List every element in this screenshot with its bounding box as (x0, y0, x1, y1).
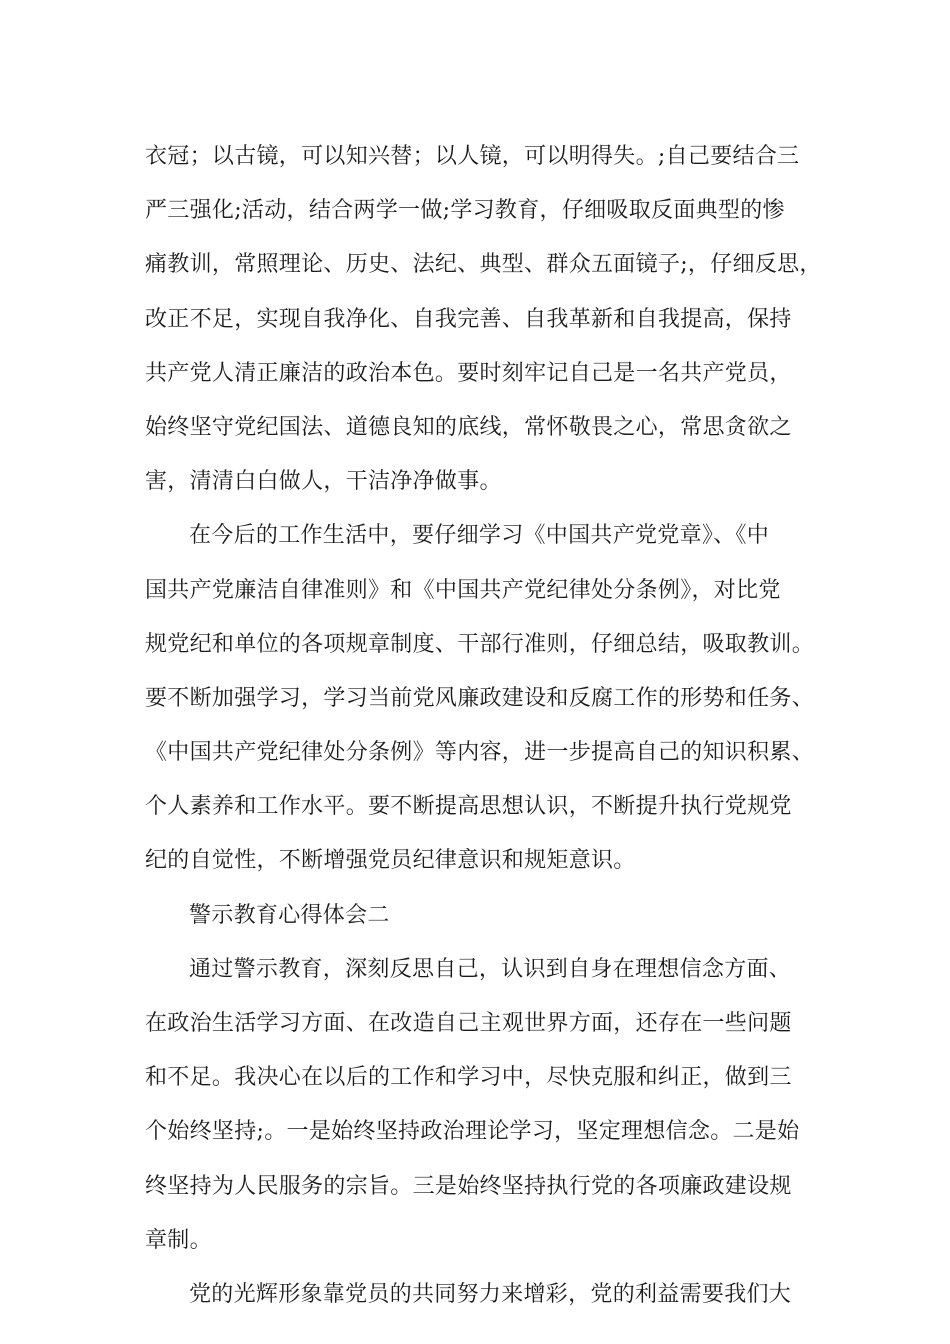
paragraph-start-line: 通过警示教育，深刻反思自己，认识到自身在理想信念方面、 (189, 956, 792, 982)
text-line: 改正不足，实现自我净化、自我完善、自我革新和自我提高，保持 (145, 306, 792, 332)
paragraph-start-line: 在今后的工作生活中，要仔细学习《中国共产党党章》、《中 (189, 523, 770, 549)
text-line: 共产党人清正廉洁的政治本色。要时刻牢记自己是一名共产党员， (145, 360, 792, 386)
text-line: 国共产党廉洁自律准则》和《中国共产党纪律处分条例》，对比党 (145, 577, 781, 603)
text-line: 要不断加强学习，学习当前党风廉政建设和反腐工作的形势和任务、 (145, 685, 815, 711)
text-line: 终坚持为人民服务的宗旨。三是始终坚持执行党的各项廉政建设规 (145, 1173, 792, 1199)
text-line: 个始终坚持;。一是始终坚持政治理论学习，坚定理想信念。二是始 (145, 1119, 800, 1145)
text-line: 衣冠；以古镜，可以知兴替；以人镜，可以明得失。;自己要结合三 (145, 144, 800, 169)
text-line: 痛教训，常照理论、历史、法纪、典型、群众五面镜子;，仔细反思， (145, 252, 822, 278)
text-line: 纪的自觉性，不断增强党员纪律意识和规矩意识。 (145, 848, 636, 874)
text-line: 规党纪和单位的各项规章制度、干部行准则，仔细总结，吸取教训。 (145, 631, 815, 657)
text-line: 始终坚守党纪国法、道德良知的底线，常怀敬畏之心，常思贪欲之 (145, 414, 792, 440)
paragraph-start-line: 党的光辉形象靠党员的共同努力来增彩，党的利益需要我们大 (189, 1281, 792, 1307)
body-text (145, 130, 835, 1322)
section-heading: 警示教育心得体会二 (189, 902, 390, 928)
text-line: 在政治生活学习方面、在改造自己主观世界方面，还存在一些问题 (145, 1011, 792, 1036)
text-line: 个人素养和工作水平。要不断提高思想认识，不断提升执行党规党 (145, 794, 792, 820)
text-line: 严三强化;活动，结合两学一做;学习教育，仔细吸取反面典型的惨 (145, 198, 785, 224)
text-line: 和不足。我决心在以后的工作和学习中，尽快克服和纠正，做到三 (145, 1065, 792, 1091)
text-line: 害，清清白白做人，干洁净净做事。 (145, 469, 502, 495)
text-line: 章制。 (145, 1227, 212, 1253)
text-line: 《中国共产党纪律处分条例》等内容，进一步提高自己的知识积累、 (145, 740, 815, 766)
